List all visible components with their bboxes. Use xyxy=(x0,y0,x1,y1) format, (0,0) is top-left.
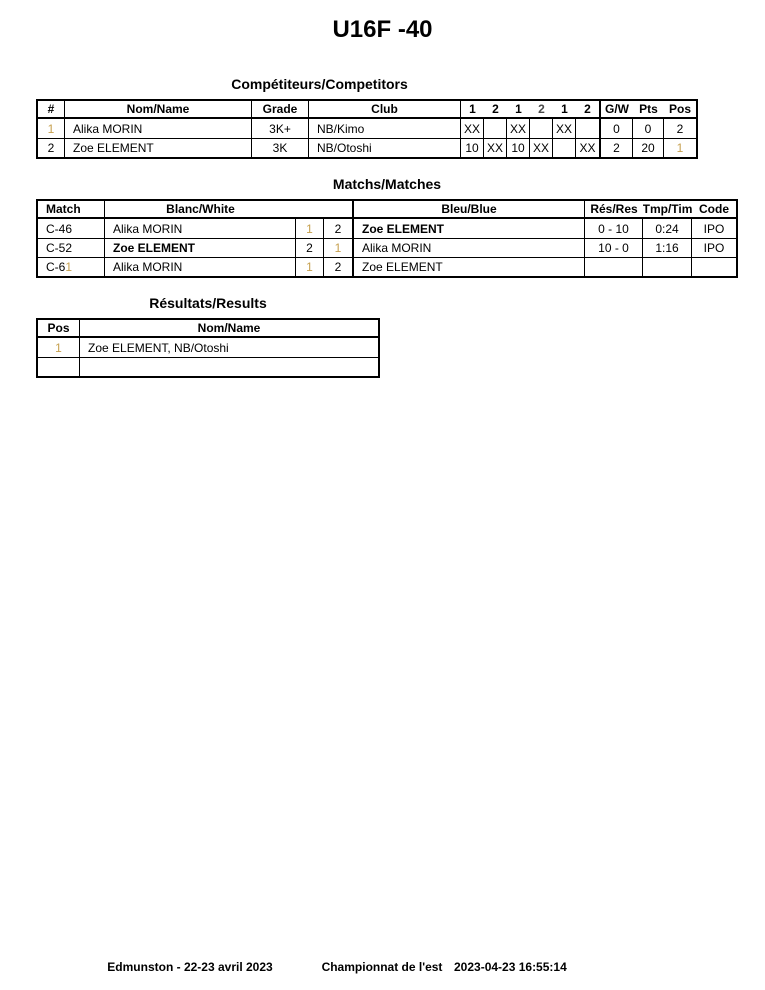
col-header-name: Nom/Name xyxy=(197,321,261,335)
match-code: IPO xyxy=(703,221,725,236)
match-id: C-6 1 xyxy=(38,258,105,276)
match-result: 10 - 0 xyxy=(585,239,643,257)
match-result: 0 - 10 xyxy=(585,219,643,238)
matches-header-row xyxy=(38,201,736,219)
col-header-position: Pos xyxy=(38,320,80,336)
col-header-round: 2 xyxy=(492,102,499,116)
table-row xyxy=(38,357,378,376)
col-header-round: 2 xyxy=(538,102,545,116)
match-id: C-52 xyxy=(38,239,105,257)
table-row xyxy=(38,138,696,157)
score-cell xyxy=(530,119,553,138)
col-header-grade: Grade xyxy=(252,101,309,117)
col-header-match: Match xyxy=(38,201,105,217)
blue-number: 2 xyxy=(334,260,342,274)
score-cell xyxy=(576,119,599,138)
col-header-round: 1 xyxy=(515,102,522,116)
score-cell: XX xyxy=(579,141,596,155)
score-cell: 10 xyxy=(507,139,530,157)
competitor-grade: 3K xyxy=(252,139,309,157)
blue-competitor: Zoe ELEMENT xyxy=(352,219,585,238)
position-cell: 1 xyxy=(676,141,684,155)
score-cell: 10 xyxy=(461,139,484,157)
blue-number: 1 xyxy=(334,241,342,255)
footer-print-timestamp: 2023-04-23 16:55:14 xyxy=(454,960,567,974)
match-code xyxy=(692,258,736,276)
col-header-time: Tmp/Tim xyxy=(643,202,692,216)
match-time: 1:16 xyxy=(643,239,692,257)
table-row xyxy=(38,219,736,238)
table-row xyxy=(38,257,736,276)
white-competitor: Alika MORIN xyxy=(105,219,296,238)
white-competitor: Alika MORIN xyxy=(105,258,296,276)
col-header-points: Pts xyxy=(639,102,658,116)
blue-competitor: Alika MORIN xyxy=(352,239,585,257)
footer-event-location-date: Edmunston - 22-23 avril 2023 xyxy=(107,960,273,974)
result-name xyxy=(80,358,378,376)
matches-heading: Matchs/Matches xyxy=(332,176,442,192)
match-code: IPO xyxy=(703,241,725,255)
blue-competitor: Zoe ELEMENT xyxy=(352,258,585,276)
col-header-result: Rés/Res xyxy=(590,202,638,216)
competitor-club: NB/Otoshi xyxy=(309,139,461,157)
score-cell xyxy=(484,119,507,138)
score-cell: XX xyxy=(530,139,553,157)
blue-number: 2 xyxy=(334,221,342,236)
col-header-club: Club xyxy=(309,101,461,117)
points-cell: 20 xyxy=(633,139,664,157)
col-header-wins: G/W xyxy=(599,101,633,117)
col-header-code: Code xyxy=(699,202,729,216)
score-cell xyxy=(553,139,576,157)
score-cell: XX xyxy=(484,139,507,157)
table-row xyxy=(38,119,696,138)
white-number: 1 xyxy=(296,219,324,238)
results-table xyxy=(36,318,380,378)
match-time: 0:24 xyxy=(643,219,692,238)
white-number: 2 xyxy=(296,239,324,257)
footer-championship-name: Championnat de l'est xyxy=(321,960,443,974)
result-name: Zoe ELEMENT, NB/Otoshi xyxy=(88,340,229,355)
competitor-grade: 3K+ xyxy=(252,119,309,138)
competitor-number: 1 xyxy=(38,119,65,138)
col-header-white: Blanc/White xyxy=(166,202,235,216)
competitor-number: 2 xyxy=(38,139,65,157)
competitor-name: Alika MORIN xyxy=(65,119,252,138)
match-result xyxy=(585,258,643,276)
wins-cell: 2 xyxy=(599,139,633,157)
col-header-position: Pos xyxy=(668,102,691,116)
score-cell: XX xyxy=(553,119,576,138)
col-header-name: Nom/Name xyxy=(65,101,252,117)
table-row xyxy=(38,338,378,357)
score-cell: XX xyxy=(507,119,530,138)
col-header-round: 2 xyxy=(584,102,591,116)
white-competitor: Zoe ELEMENT xyxy=(105,239,296,257)
competitor-club: NB/Kimo xyxy=(309,119,461,138)
wins-cell: 0 xyxy=(599,119,633,138)
page-title: U16F -40 xyxy=(332,16,433,43)
result-position: 1 xyxy=(38,338,80,357)
match-id: C-46 xyxy=(38,219,105,238)
competitors-table xyxy=(36,99,698,159)
table-row xyxy=(38,238,736,257)
result-position xyxy=(38,358,80,376)
results-heading: Résultats/Results xyxy=(149,295,267,311)
competitors-heading: Compétiteurs/Competitors xyxy=(231,76,408,92)
matches-table xyxy=(36,199,738,278)
points-cell: 0 xyxy=(633,119,664,138)
col-header-round: 1 xyxy=(469,102,476,116)
results-header-row xyxy=(38,320,378,338)
col-header-spacer xyxy=(296,201,324,217)
match-time xyxy=(643,258,692,276)
col-header-blue: Bleu/Blue xyxy=(352,201,585,217)
competitors-header-row xyxy=(38,101,696,119)
col-header-number: # xyxy=(38,101,65,117)
col-header-spacer xyxy=(324,201,352,217)
score-cell: XX xyxy=(461,119,484,138)
white-number: 1 xyxy=(296,258,324,276)
col-header-round: 1 xyxy=(561,102,568,116)
competitor-name: Zoe ELEMENT xyxy=(65,139,252,157)
position-cell: 2 xyxy=(676,121,684,136)
